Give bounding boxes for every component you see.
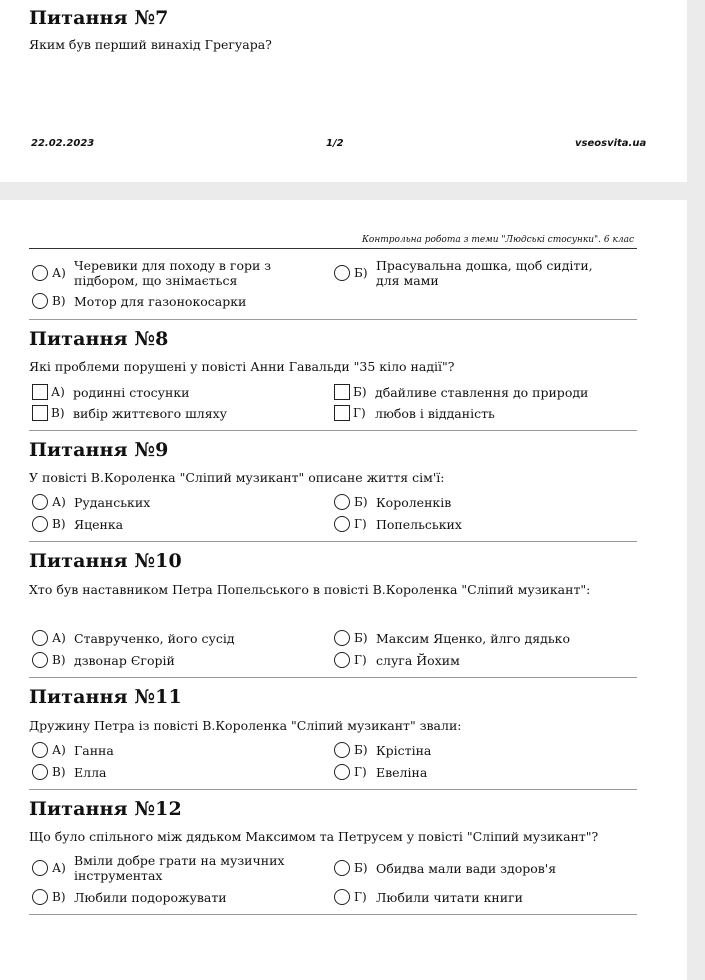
q10-option-c[interactable]: В) дзвонар Єгорій	[32, 652, 175, 668]
page-1	[0, 0, 687, 182]
q10-option-b[interactable]: Б) Максим Яценко, йлго дядько	[334, 630, 570, 646]
q9-option-d[interactable]: Г) Попельських	[334, 516, 462, 532]
q7-option-a[interactable]: А) Черевики для походу в гори з підбором, що знімається	[32, 258, 324, 288]
radio-button[interactable]	[32, 265, 48, 281]
running-head: Контрольна робота з теми "Людські стосунки". 6 клас	[361, 235, 634, 245]
q12-option-c[interactable]: В) Любили подорожувати	[32, 889, 227, 905]
q11-option-a[interactable]: А) Ганна	[32, 742, 114, 758]
radio-button[interactable]	[32, 652, 48, 668]
checkbox[interactable]	[334, 405, 350, 421]
checkbox[interactable]	[32, 384, 48, 400]
q11-option-d[interactable]: Г) Евеліна	[334, 764, 427, 780]
radio-button[interactable]	[32, 742, 48, 758]
radio-button[interactable]	[334, 860, 350, 876]
radio-button[interactable]	[32, 860, 48, 876]
radio-button[interactable]	[334, 494, 350, 510]
question-8-title: Питання №8	[29, 328, 169, 350]
footer-date: 22.02.2023	[31, 138, 95, 149]
question-11-text: Дружину Петра із повісті В.Короленка "Сліпий музикант" звали:	[29, 718, 462, 733]
radio-button[interactable]	[32, 889, 48, 905]
question-7-text: Яким був перший винахід Грегуара?	[29, 37, 272, 52]
q12-option-d[interactable]: Г) Любили читати книги	[334, 889, 523, 905]
q10-option-d[interactable]: Г) слуга Йохим	[334, 652, 460, 668]
q9-option-b[interactable]: Б) Короленків	[334, 494, 451, 510]
question-7-title: Питання №7	[29, 7, 169, 29]
radio-button[interactable]	[32, 516, 48, 532]
radio-button[interactable]	[32, 494, 48, 510]
footer-page-number: 1/2	[326, 138, 344, 149]
footer-site: vseosvita.ua	[575, 138, 647, 149]
question-11-title: Питання №11	[29, 686, 182, 708]
divider	[29, 319, 637, 320]
q8-option-c[interactable]: В) вибір життєвого шляху	[32, 405, 227, 421]
question-10-title: Питання №10	[29, 550, 182, 572]
q9-option-c[interactable]: В) Яценка	[32, 516, 123, 532]
q8-option-a[interactable]: А) родинні стосунки	[32, 384, 189, 400]
radio-button[interactable]	[334, 652, 350, 668]
divider	[29, 541, 637, 542]
q12-option-a[interactable]: А) Вміли добре грати на музичних інструментах	[32, 853, 289, 883]
header-rule	[29, 248, 637, 249]
divider	[29, 914, 637, 915]
radio-button[interactable]	[334, 265, 350, 281]
question-9-text: У повісті В.Короленка "Сліпий музикант" описане життя сім'ї:	[29, 470, 445, 485]
q11-option-c[interactable]: В) Елла	[32, 764, 106, 780]
q7-option-c[interactable]: В) Мотор для газонокосарки	[32, 293, 246, 309]
question-12-text: Що було спільного між дядьком Максимом та Петрусем у повісті "Сліпий музикант"?	[29, 829, 599, 844]
q11-option-b[interactable]: Б) Крістіна	[334, 742, 431, 758]
divider	[29, 430, 637, 431]
q9-option-a[interactable]: А) Руданських	[32, 494, 150, 510]
radio-button[interactable]	[32, 293, 48, 309]
radio-button[interactable]	[334, 516, 350, 532]
divider	[29, 789, 637, 790]
q7-option-b[interactable]: Б) Прасувальна дошка, щоб сидіти, для мами	[334, 258, 616, 288]
q8-option-d[interactable]: Г) любов і відданість	[334, 405, 495, 421]
question-9-title: Питання №9	[29, 439, 169, 461]
q8-option-b[interactable]: Б) дбайливе ставлення до природи	[334, 384, 588, 400]
radio-button[interactable]	[32, 764, 48, 780]
checkbox[interactable]	[32, 405, 48, 421]
radio-button[interactable]	[334, 764, 350, 780]
radio-button[interactable]	[32, 630, 48, 646]
question-8-text: Які проблеми порушені у повісті Анни Гавальди "35 кіло надії"?	[29, 359, 455, 374]
radio-button[interactable]	[334, 889, 350, 905]
radio-button[interactable]	[334, 630, 350, 646]
checkbox[interactable]	[334, 384, 350, 400]
q10-option-a[interactable]: А) Ставрученко, його сусід	[32, 630, 235, 646]
page-2	[0, 200, 687, 980]
question-12-title: Питання №12	[29, 798, 182, 820]
question-10-text: Хто був наставником Петра Попельського в повісті В.Короленка "Сліпий музикант":	[29, 582, 591, 597]
radio-button[interactable]	[334, 742, 350, 758]
divider	[29, 677, 637, 678]
q12-option-b[interactable]: Б) Обидва мали вади здоров'я	[334, 860, 556, 876]
